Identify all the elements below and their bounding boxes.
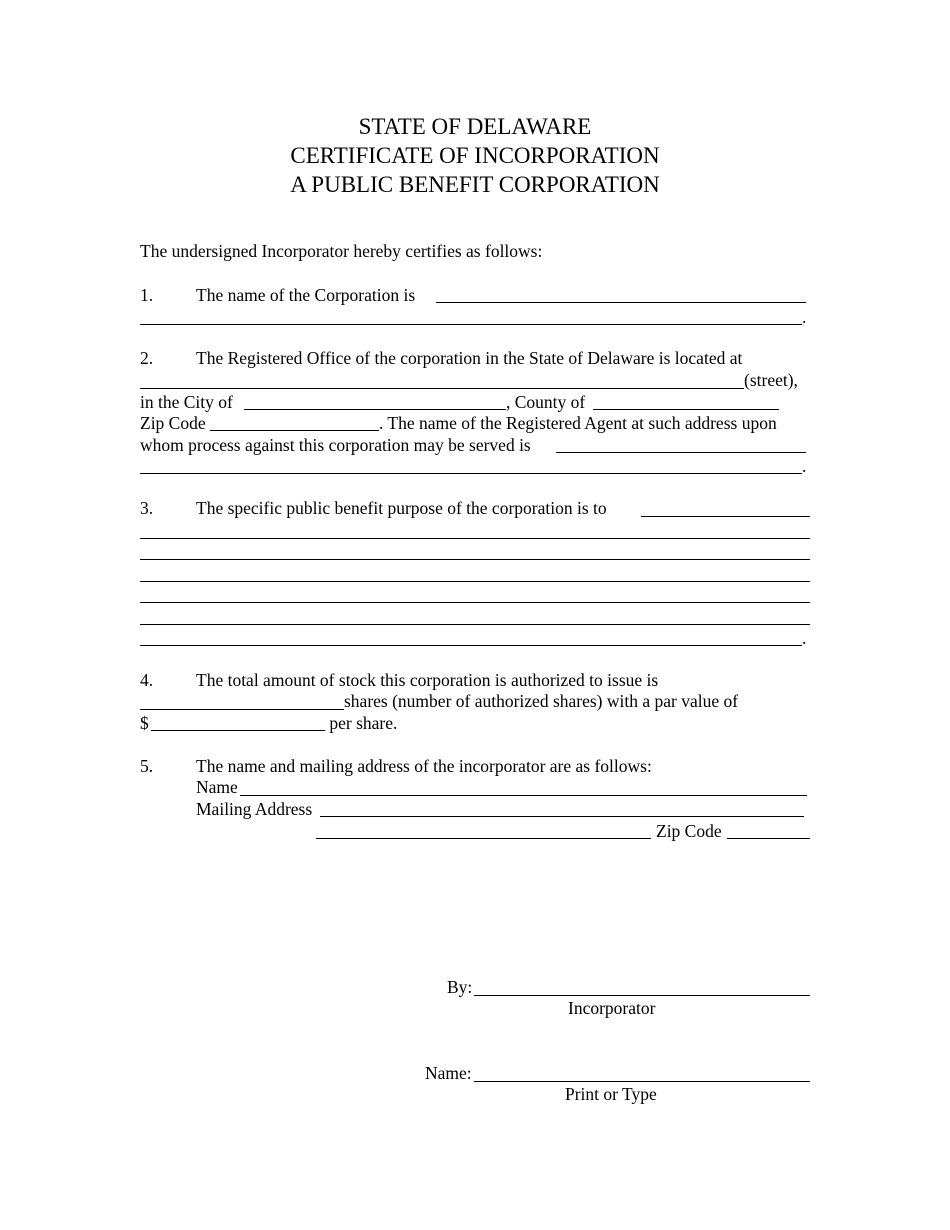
dollar-sign: $ [140,713,149,733]
incorporator-zip-field[interactable] [727,838,810,839]
name-label: Name [196,777,238,797]
registered-agent-field-2[interactable] [140,473,802,474]
item2-period: . [802,456,807,476]
item2-label: The Registered Office of the corporation in the State of Delaware is located at [196,348,743,368]
item2-number: 2. [140,348,154,368]
item4-label: The total amount of stock this corporation is authorized to issue is [196,670,659,690]
agent-text: . The name of the Registered Agent at such address upon [379,413,777,433]
zip-label: Zip Code [140,413,206,433]
corporation-name-field-2[interactable] [140,324,802,325]
county-field[interactable] [593,409,779,410]
city-field[interactable] [244,409,506,410]
zip-field[interactable] [210,430,379,431]
purpose-field-5[interactable] [140,602,810,603]
title-certificate: CERTIFICATE OF INCORPORATION [290,143,660,168]
purpose-field[interactable] [641,516,810,517]
street-field[interactable] [140,388,744,389]
print-or-type-caption: Print or Type [565,1084,657,1104]
mailing-address-field[interactable] [320,816,804,817]
county-label: , County of [506,392,586,412]
purpose-field-7[interactable] [140,645,802,646]
print-name-field[interactable] [474,1081,810,1082]
title-state: STATE OF DELAWARE [358,114,592,139]
purpose-field-4[interactable] [140,581,810,582]
registered-agent-field[interactable] [556,452,806,453]
item1-number: 1. [140,285,154,305]
title-pbc: A PUBLIC BENEFIT CORPORATION [290,172,660,197]
purpose-field-6[interactable] [140,624,810,625]
street-label: (street), [744,370,798,390]
per-share-text: per share. [325,713,398,733]
print-name-label: Name: [425,1063,472,1083]
corporation-name-field[interactable] [436,302,806,303]
item4-number: 4. [140,670,154,690]
par-value-field[interactable] [151,730,325,731]
item1-period: . [802,307,807,327]
purpose-field-2[interactable] [140,538,810,539]
item5-number: 5. [140,756,154,776]
incorporator-caption: Incorporator [568,998,656,1018]
mailing-address-label: Mailing Address [196,799,313,819]
item3-label: The specific public benefit purpose of the corporation is to [196,498,607,518]
shares-text: shares (number of authorized shares) with a par value of [344,691,739,711]
item5-label: The name and mailing address of the incorporator are as follows: [196,756,652,776]
item3-period: . [802,628,807,648]
by-label: By: [447,977,473,997]
intro-text: The undersigned Incorporator hereby certifies as follows: [140,241,543,261]
city-label: in the City of [140,392,233,412]
item1-label: The name of the Corporation is [196,285,416,305]
incorporator-name-field[interactable] [240,795,807,796]
shares-field[interactable] [140,709,344,710]
zip-code-label: Zip Code [656,821,722,841]
signature-field[interactable] [474,995,810,996]
mailing-address-field-2[interactable] [316,838,651,839]
process-text: whom process against this corporation may be served is [140,435,531,455]
item3-number: 3. [140,498,154,518]
purpose-field-3[interactable] [140,559,810,560]
